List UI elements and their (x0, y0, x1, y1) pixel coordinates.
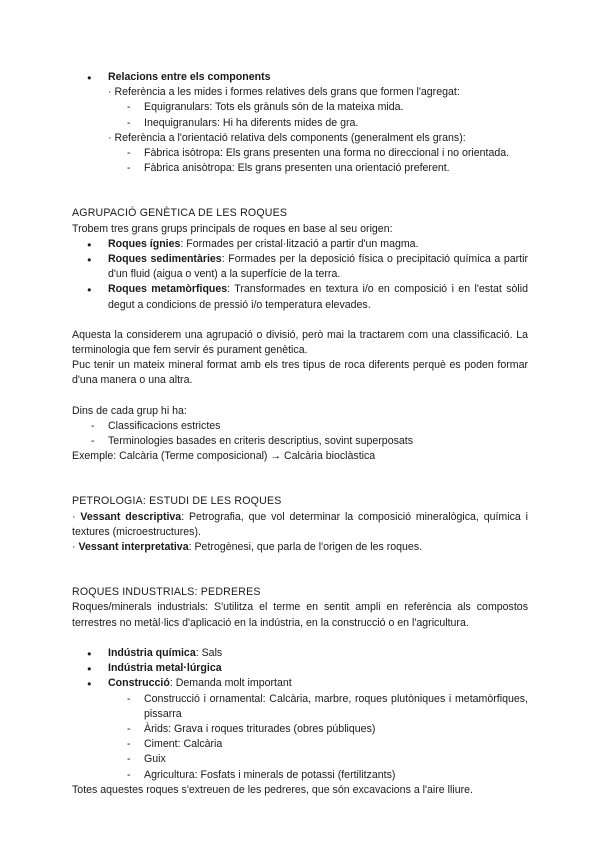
list-item: - Terminologies basades en criteris descriptius, sovint superposats (72, 434, 528, 449)
components-title: Relacions entre els components (108, 71, 271, 83)
industry-desc: : Demanda molt important (169, 677, 292, 690)
interpretive-aspect: · Vessant interpretativa: Petrogènesi, que parla de l'origen de les roques. (72, 541, 423, 554)
descriptive-term: Vessant descriptiva (80, 510, 182, 523)
interpretive-text: : Petrogènesi, que parla de l'origen de les roques. (188, 541, 423, 554)
industry-term: Indústria química (108, 646, 196, 659)
rock-term: Roques metamòrfiques (108, 283, 228, 296)
descriptive-text: : Petrografia, que vol determinar la composició mineralògica, química i textures (microestructures). (72, 510, 528, 538)
orientation-note: · Referència a l'orientació relativa dels components (generalment els grans): (108, 131, 466, 144)
genetic-paragraph-1: Aquesta la considerem una agrupació o divisió, però mai la tractarem com una classificació. La terminologia que fem servir és purament genètica. (72, 328, 528, 357)
industrial-intro: Roques/minerals industrials: S'utilitza el terme en sentit ampli en referència als compostos terrestres no metàl·lics d'aplicació en la indústria, en la construcció o en l'agricultura. (72, 601, 528, 629)
list-item: - Inequigranulars: Hi ha diferents mides de gra. (72, 116, 528, 131)
industry-term: Construcció (108, 677, 170, 690)
orientation-list (72, 146, 528, 176)
descriptive-aspect: · Vessant descriptiva: Petrografia, que vol determinar la composició mineralògica, química i textures (microestructures). (72, 510, 528, 538)
rock-types-list (72, 237, 528, 313)
genetic-intro: Trobem tres grans grups principals de roques en base al seu origen: (72, 222, 393, 235)
components-list (72, 70, 528, 85)
closing-text: Totes aquestes roques s'extreuen de les pedreres, que són excavacions a l'aire lliure. (72, 783, 473, 796)
rock-desc: : Transformades en textura i/o en composició i en l'estat sòlid degut a condicions de pressió i/o temperatura elevades. (108, 283, 528, 311)
example-text: Exemple: Calcària (Terme composicional) → Calcària bioclàstica (72, 450, 376, 463)
group-list (72, 419, 528, 449)
list-item (72, 252, 528, 282)
rock-term: Roques sedimentàries (108, 253, 222, 266)
size-list (72, 100, 528, 130)
list-item (72, 661, 528, 676)
list-item (72, 676, 528, 691)
genetic-paragraph-2: Puc tenir un mateix mineral format amb els tres tipus de roca diferents perquè es poden formar d'una manera o una altra. (72, 359, 528, 387)
industry-desc: : Sals (195, 646, 223, 659)
list-item: - Ciment: Calcària (72, 737, 528, 752)
genetic-heading: AGRUPACIÓ GENÈTICA DE LES ROQUES (72, 207, 288, 220)
rock-desc: : Formades per cristal·lització a partir d'un magma. (180, 237, 419, 250)
rock-desc: : Formades per la deposició física o precipitació química a partir d'un fluid (aigua o vent) a la superfície de la terra. (108, 253, 528, 281)
construction-list (72, 692, 528, 783)
document-page (72, 70, 528, 798)
list-item: - Construcció i ornamental: Calcària, marbre, roques plutòniques i metamòrfiques, pissarra (72, 692, 528, 722)
rock-term: Roques ígnies (108, 237, 181, 250)
list-item: - Agricultura: Fosfats i minerals de potassi (fertilitzants) (72, 768, 528, 783)
list-item: - Classificacions estrictes (72, 419, 528, 434)
list-item (72, 70, 528, 85)
size-note: · Referència a les mides i formes relatives dels grans que formen l'agregat: (108, 86, 460, 99)
industry-term: Indústria metal·lúrgica (108, 662, 222, 675)
group-intro: Dins de cada grup hi ha: (72, 404, 187, 417)
list-item: - Fàbrica anisòtropa: Els grans presenten una orientació preferent. (72, 161, 528, 176)
industry-list (72, 646, 528, 692)
list-item: - Equigranulars: Tots els grànuls són de la mateixa mida. (72, 100, 528, 115)
list-item: - Fàbrica isòtropa: Els grans presenten una forma no direccional i no orientada. (72, 146, 528, 161)
petrology-heading: PETROLOGIA: ESTUDI DE LES ROQUES (72, 495, 282, 508)
industrial-heading: ROQUES INDUSTRIALS: PEDRERES (72, 586, 261, 599)
list-item (72, 282, 528, 312)
list-item (72, 646, 528, 661)
list-item (72, 237, 528, 252)
list-item: - Àrids: Grava i roques triturades (obres públiques) (72, 722, 528, 737)
list-item: - Guix (72, 752, 528, 767)
interpretive-term: Vessant interpretativa (78, 541, 189, 554)
